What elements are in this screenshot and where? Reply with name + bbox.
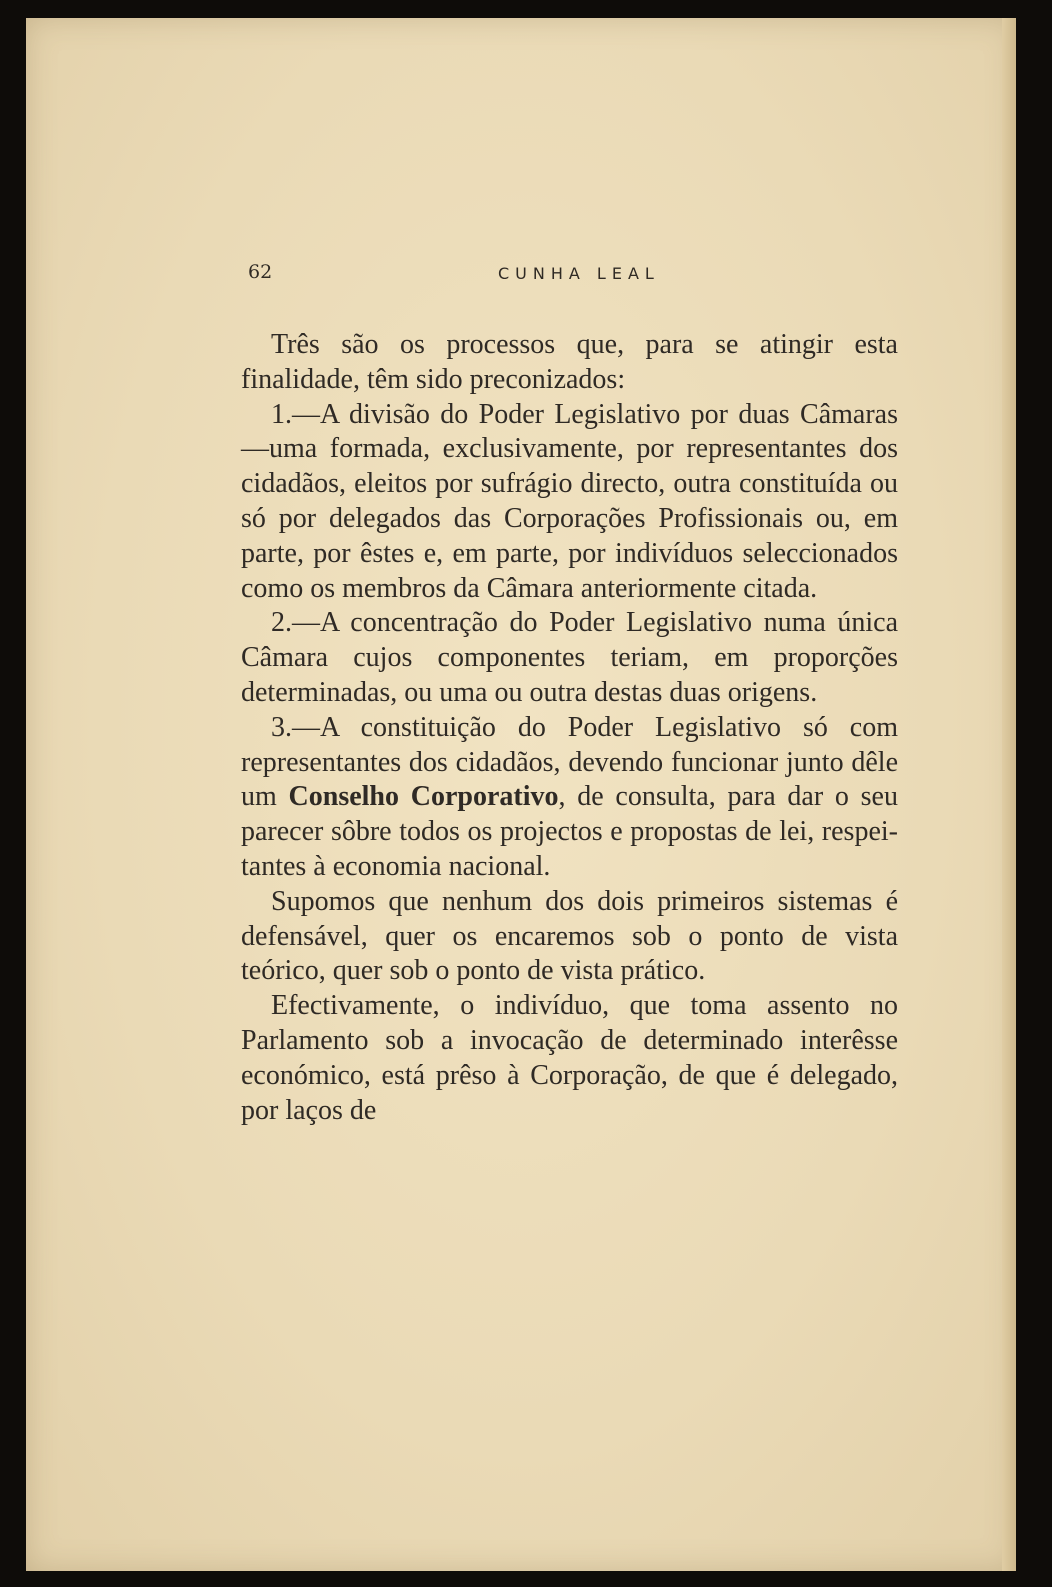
page-header [248, 261, 898, 291]
paragraph-argument: Supomos que nenhum dos dois primeiros sistemas é defensável, quer os encaremos sob o ponto de vista teórico, quer sob o ponto de vista prático. [241, 885, 898, 987]
paragraph-item-3-end: , de consulta, para dar o seu parecer sôbre todos os projectos e propostas de lei, respeitantes à economia nacional. [241, 781, 898, 882]
bold-term-conselho-corporativo: Conselho Corporativo [288, 781, 559, 813]
book-page [26, 18, 1016, 1571]
paragraph-item-1: 1.—A divisão do Poder Legislativo por duas Câmaras—uma formada, exclusivamente, por representantes dos cidadãos, eleitos por sufrágio directo, outra constituída ou só por delegados das Corporações Profissionais ou, em parte, por êstes e, em parte, por indivíduos seleccionados como os membros da Câmara anteriormente citada. [241, 398, 898, 604]
paragraph-effectively: Efectivamente, o indivíduo, que toma assento no Parlamento sob a invocação de determinado interêsse económico, está prêso à Corporação, de que é delegado, por laços de [241, 990, 898, 1126]
body-text [241, 328, 898, 1128]
page-number: 62 [248, 261, 273, 283]
paragraph-intro: Três são os processos que, para se atingir esta finalidade, têm sido preconizados: [241, 329, 898, 395]
paragraph-item-3-start: 3.—A constituição do Poder Legislativo só com representantes dos cidadãos, devendo funcionar junto dêle um [241, 711, 898, 813]
paragraph-item-3 [241, 711, 898, 885]
running-head: CUNHA LEAL [498, 264, 660, 283]
page-fold-edge [1002, 18, 1016, 1571]
paragraph-item-2: 2.—A concentração do Poder Legislativo numa única Câmara cujos componentes teriam, em proporções determinadas, ou uma ou outra destas duas origens. [241, 607, 898, 708]
